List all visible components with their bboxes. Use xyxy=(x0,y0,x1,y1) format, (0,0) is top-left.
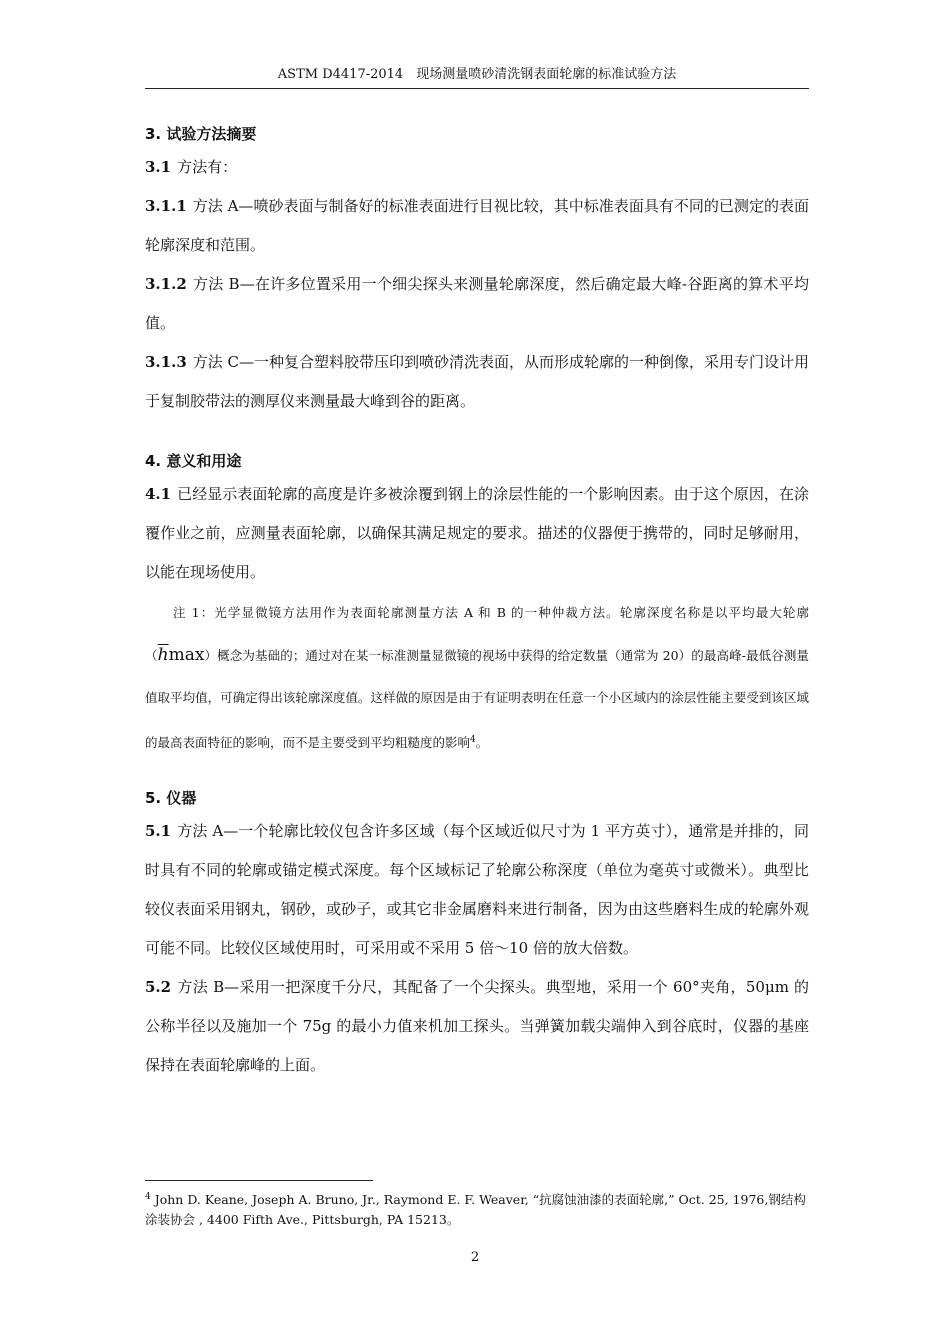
h-bar-symbol: $\overline{h}$ xyxy=(157,645,169,665)
para-number: 3.1.1 xyxy=(145,197,187,215)
footnote-mark: 4 xyxy=(145,1192,151,1202)
para-text: 方法 B—在许多位置采用一个细尖探头来测量轮廓深度，然后确定最大峰-谷距离的算术平均值。 xyxy=(145,275,809,332)
para-text: 方法 A—喷砂表面与制备好的标准表面进行目视比较，其中标准表面具有不同的已测定的表面轮廓深度和范围。 xyxy=(145,197,809,254)
note-first-line: 注 1：光学显微镜方法用作为表面轮廓测量方法 A 和 B 的一种仲裁方法。轮廓深度名称是以平均最大 xyxy=(173,605,783,620)
section-5-title: 5. 仪器 xyxy=(145,789,197,808)
section-4-title: 4. 意义和用途 xyxy=(145,452,242,470)
para-number: 3.1.3 xyxy=(145,353,187,371)
para-number: 5.1 xyxy=(145,822,172,841)
footnote-text: John D. Keane, Joseph A. Bruno, Jr., Raymond E. F. Weaver, “抗腐蚀油漆的表面轮廓,” Oct. 25, 1976,钢结构涂装协会 , 4400 Fifth Ave., Pittsburgh, PA 15213。 xyxy=(145,1192,806,1228)
para-3-1 xyxy=(145,148,809,187)
para-text: 方法有： xyxy=(177,158,238,176)
note-end: 。 xyxy=(475,735,489,751)
para-3-1-2 xyxy=(145,265,809,343)
max-symbol: max xyxy=(168,645,205,665)
para-number: 3.1.2 xyxy=(145,275,187,293)
para-5-2 xyxy=(145,968,809,1085)
page-number: 2 xyxy=(470,1250,480,1265)
footnote xyxy=(145,1187,809,1230)
para-3-1-1 xyxy=(145,187,809,265)
footnote-rule xyxy=(145,1180,373,1181)
note-text-a: 轮廓（ xyxy=(145,605,809,663)
para-4-1 xyxy=(145,475,809,592)
note-1 xyxy=(145,592,809,764)
para-text: 方法 C—一种复合塑料胶带压印到喷砂清洗表面，从而形成轮廓的一种倒像，采用专门设计用于复制胶带法的测厚仪来测量最大峰到谷的距离。 xyxy=(145,353,810,410)
para-3-1-3 xyxy=(145,343,809,421)
para-number: 3.1 xyxy=(145,158,172,176)
para-5-1 xyxy=(145,812,809,968)
para-number: 5.2 xyxy=(145,978,172,997)
body-content xyxy=(145,120,809,1085)
section-3-title: 3. 试验方法摘要 xyxy=(145,125,257,143)
running-header: ASTM D4417-2014 现场测量喷砂清洗钢表面轮廓的标准试验方法 xyxy=(145,66,809,89)
para-number: 4.1 xyxy=(145,485,172,503)
footnote-ref: 4 xyxy=(470,735,476,745)
note-text-b: ）概念为基础的；通过对在某一标准测量显微镜的视场中获得的给定数量（通常为 20）的最高峰-最低谷测量值取平均值，可确定得出该轮廓深度值。这样做的原因是由于有证明表明在任意一个小区域内的涂层性能主要受到该区域的最高表面特征的影响，而不是主要受到平均粗糙度的影响 xyxy=(145,648,809,751)
para-text: 方法 B—采用一把深度千分尺，其配备了一个尖探头。典型地，采用一个 60°夹角，50μm 的公称半径以及施加一个 75g 的最小力值来机加工探头。当弹簧加载尖端伸入到谷底时，仪器的基座保持在表面轮廓峰的上面。 xyxy=(145,978,809,1075)
para-text: 方法 A—一个轮廓比较仪包含许多区域（每个区域近似尺寸为 1 平方英寸），通常是并排的，同时具有不同的轮廓或锚定模式深度。每个区域标记了轮廓公称深度（单位为毫英寸或微米）。典型比较仪表面采用钢丸，钢砂，或砂子，或其它非金属磨料来进行制备，因为由这些磨料生成的轮廓外观可能不同。比较仪区域使用时，可采用或不采用 5 倍～10 倍的放大倍数。 xyxy=(145,822,809,958)
para-text: 已经显示表面轮廓的高度是许多被涂覆到钢上的涂层性能的一个影响因素。由于这个原因，在涂覆作业之前，应测量表面轮廓，以确保其满足规定的要求。描述的仪器便于携带的，同时足够耐用，以能在现场使用。 xyxy=(145,485,809,581)
